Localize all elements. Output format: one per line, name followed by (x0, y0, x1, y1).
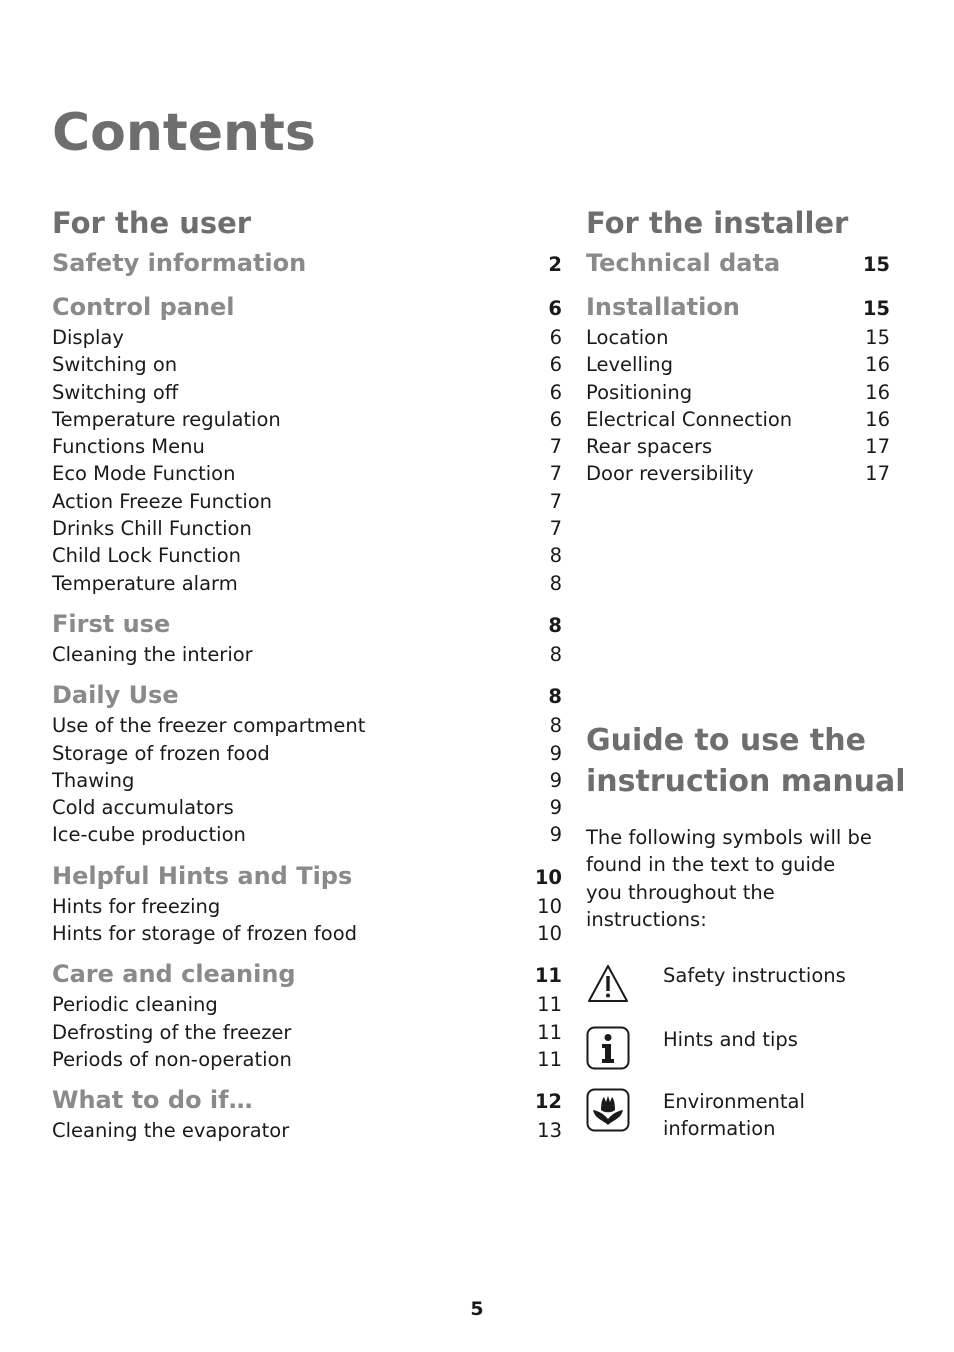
environment-flower-icon (586, 1088, 630, 1132)
toc-section-heading (586, 292, 890, 324)
symbol-safety-label: Safety instructions (663, 964, 846, 987)
toc-entry (52, 515, 562, 542)
toc-page-number: 9 (549, 823, 562, 847)
installer-column (586, 204, 890, 500)
toc-entry-label: Door reversibility (586, 462, 754, 486)
toc-section-heading (586, 248, 890, 280)
toc-entry-label: Rear spacers (586, 435, 713, 459)
toc-section-title: Helpful Hints and Tips (52, 861, 353, 890)
toc-section-heading (52, 609, 562, 641)
toc-entry-label: Use of the freezer compartment (52, 714, 366, 738)
toc-entry (52, 767, 562, 794)
toc-section-title: Safety information (52, 249, 307, 277)
toc-entry-label: Temperature regulation (52, 407, 281, 431)
installer-heading: For the installer (586, 206, 849, 240)
toc-entry (52, 542, 562, 569)
toc-entry-label: Hints for freezing (52, 894, 221, 918)
toc-page-number: 13 (537, 1119, 562, 1143)
toc-page-number: 11 (534, 964, 562, 988)
toc-page-number: 16 (865, 353, 890, 377)
toc-entry-label: Defrosting of the freezer (52, 1020, 292, 1044)
symbol-safety (586, 962, 916, 1006)
symbol-hints (586, 1026, 916, 1070)
toc-page-number: 8 (549, 544, 562, 568)
toc-entry-label: Periods of non-operation (52, 1047, 292, 1071)
toc-entry (52, 379, 562, 406)
toc-entry-label: Cleaning the evaporator (52, 1119, 290, 1143)
info-icon (586, 1026, 630, 1070)
toc-section (52, 680, 562, 848)
page-title: Contents (52, 103, 316, 163)
toc-page-number: 9 (549, 768, 562, 792)
toc-section (52, 292, 562, 597)
toc-entry-label: Hints for storage of frozen food (52, 922, 358, 946)
toc-entry (52, 351, 562, 378)
toc-page-number: 10 (537, 922, 562, 946)
toc-page-number: 7 (549, 462, 562, 486)
user-toc (52, 248, 562, 1145)
toc-page-number: 15 (862, 297, 890, 320)
toc-section (586, 292, 890, 488)
toc-section (52, 861, 562, 948)
toc-entry (52, 433, 562, 460)
toc-section-title: Daily Use (52, 681, 179, 710)
toc-section-heading (52, 959, 562, 991)
toc-entry-label: Cleaning the interior (52, 642, 253, 666)
toc-page-number: 8 (549, 714, 562, 738)
toc-page-number: 9 (549, 796, 562, 820)
toc-entry-label: Cold accumulators (52, 796, 234, 820)
toc-section-heading (52, 292, 562, 324)
toc-entry-label: Periodic cleaning (52, 993, 218, 1017)
toc-page-number: 7 (549, 435, 562, 459)
toc-entry (52, 406, 562, 433)
toc-page-number: 7 (549, 489, 562, 513)
toc-section (52, 959, 562, 1073)
toc-section (52, 609, 562, 668)
toc-entry (52, 1019, 562, 1046)
toc-entry (52, 570, 562, 597)
toc-section-title: First use (52, 609, 171, 638)
toc-section-title: Control panel (52, 293, 235, 321)
toc-entry-label: Display (52, 326, 124, 349)
user-column (52, 204, 562, 1157)
symbol-environment-label: Environmental information (663, 1090, 805, 1141)
toc-entry-label: Switching off (52, 380, 179, 404)
toc-page-number: 6 (549, 326, 562, 349)
installer-toc (586, 248, 890, 488)
toc-entry (52, 460, 562, 487)
toc-page-number: 7 (549, 517, 562, 541)
toc-page-number: 6 (549, 407, 562, 431)
toc-entry-label: Eco Mode Function (52, 462, 236, 486)
toc-entry (52, 1046, 562, 1073)
symbol-legend (586, 962, 916, 1141)
guide-title: Guide to use the instruction manual (586, 723, 906, 799)
toc-page-number: 9 (549, 741, 562, 765)
toc-entry-label: Ice-cube production (52, 823, 246, 847)
toc-page-number: 12 (534, 1090, 562, 1114)
toc-entry (52, 1117, 562, 1144)
toc-entry (586, 324, 890, 351)
toc-entry-label: Location (586, 326, 669, 349)
toc-entry-label: Functions Menu (52, 435, 205, 459)
toc-section-title: Technical data (586, 249, 781, 277)
toc-entry (586, 351, 890, 378)
user-heading: For the user (52, 206, 252, 240)
toc-page-number: 15 (865, 326, 890, 349)
toc-entry-label: Child Lock Function (52, 544, 241, 568)
toc-page-number: 10 (537, 894, 562, 918)
toc-page-number: 16 (865, 407, 890, 431)
toc-entry (52, 794, 562, 821)
toc-entry-label: Drinks Chill Function (52, 517, 252, 541)
toc-entry (52, 324, 562, 351)
toc-page-number: 8 (548, 613, 562, 637)
page-number: 5 (470, 1298, 484, 1320)
toc-page-number: 11 (537, 993, 562, 1017)
warning-triangle-icon (586, 962, 630, 1006)
toc-entry (52, 991, 562, 1018)
toc-entry (586, 460, 890, 487)
toc-entry (586, 406, 890, 433)
toc-entry-label: Positioning (586, 380, 693, 404)
toc-entry-label: Temperature alarm (52, 571, 238, 595)
symbol-hints-label: Hints and tips (663, 1028, 798, 1051)
toc-page-number: 15 (862, 253, 890, 276)
toc-page-number: 10 (534, 865, 562, 889)
toc-page-number: 17 (865, 435, 890, 459)
guide-description: The following symbols will be found in the text to guide you throughout the instructions: (586, 826, 872, 931)
toc-section-heading (52, 248, 562, 280)
symbol-environment (586, 1088, 916, 1143)
toc-entry-label: Action Freeze Function (52, 489, 273, 513)
toc-entry (52, 821, 562, 848)
toc-entry-label: Storage of frozen food (52, 741, 270, 765)
toc-section (52, 248, 562, 280)
toc-page-number: 11 (537, 1020, 562, 1044)
toc-section-title: What to do if… (52, 1086, 253, 1115)
toc-entry (52, 712, 562, 739)
toc-entry (52, 920, 562, 947)
toc-page-number: 8 (549, 642, 562, 666)
toc-entry (586, 379, 890, 406)
toc-entry-label: Switching on (52, 353, 178, 377)
toc-page-number: 8 (548, 685, 562, 709)
guide-section (586, 720, 906, 933)
toc-page-number: 16 (865, 380, 890, 404)
toc-entry-label: Thawing (52, 768, 135, 792)
toc-entry (52, 488, 562, 515)
toc-section-title: Care and cleaning (52, 960, 296, 989)
toc-section-title: Installation (586, 293, 740, 321)
toc-page-number: 6 (549, 380, 562, 404)
toc-section (52, 1085, 562, 1144)
toc-page-number: 17 (865, 462, 890, 486)
toc-section-heading (52, 1085, 562, 1117)
toc-entry-label: Levelling (586, 353, 674, 377)
toc-section-heading (52, 680, 562, 712)
toc-page-number: 8 (549, 571, 562, 595)
toc-page-number: 6 (548, 297, 562, 320)
toc-section-heading (52, 861, 562, 893)
toc-page-number: 11 (537, 1047, 562, 1071)
toc-entry (586, 433, 890, 460)
toc-section (586, 248, 890, 280)
toc-entry (52, 740, 562, 767)
toc-page-number: 6 (549, 353, 562, 377)
toc-page-number: 2 (548, 253, 562, 276)
toc-entry (52, 641, 562, 668)
toc-entry-label: Electrical Connection (586, 407, 793, 431)
toc-entry (52, 893, 562, 920)
